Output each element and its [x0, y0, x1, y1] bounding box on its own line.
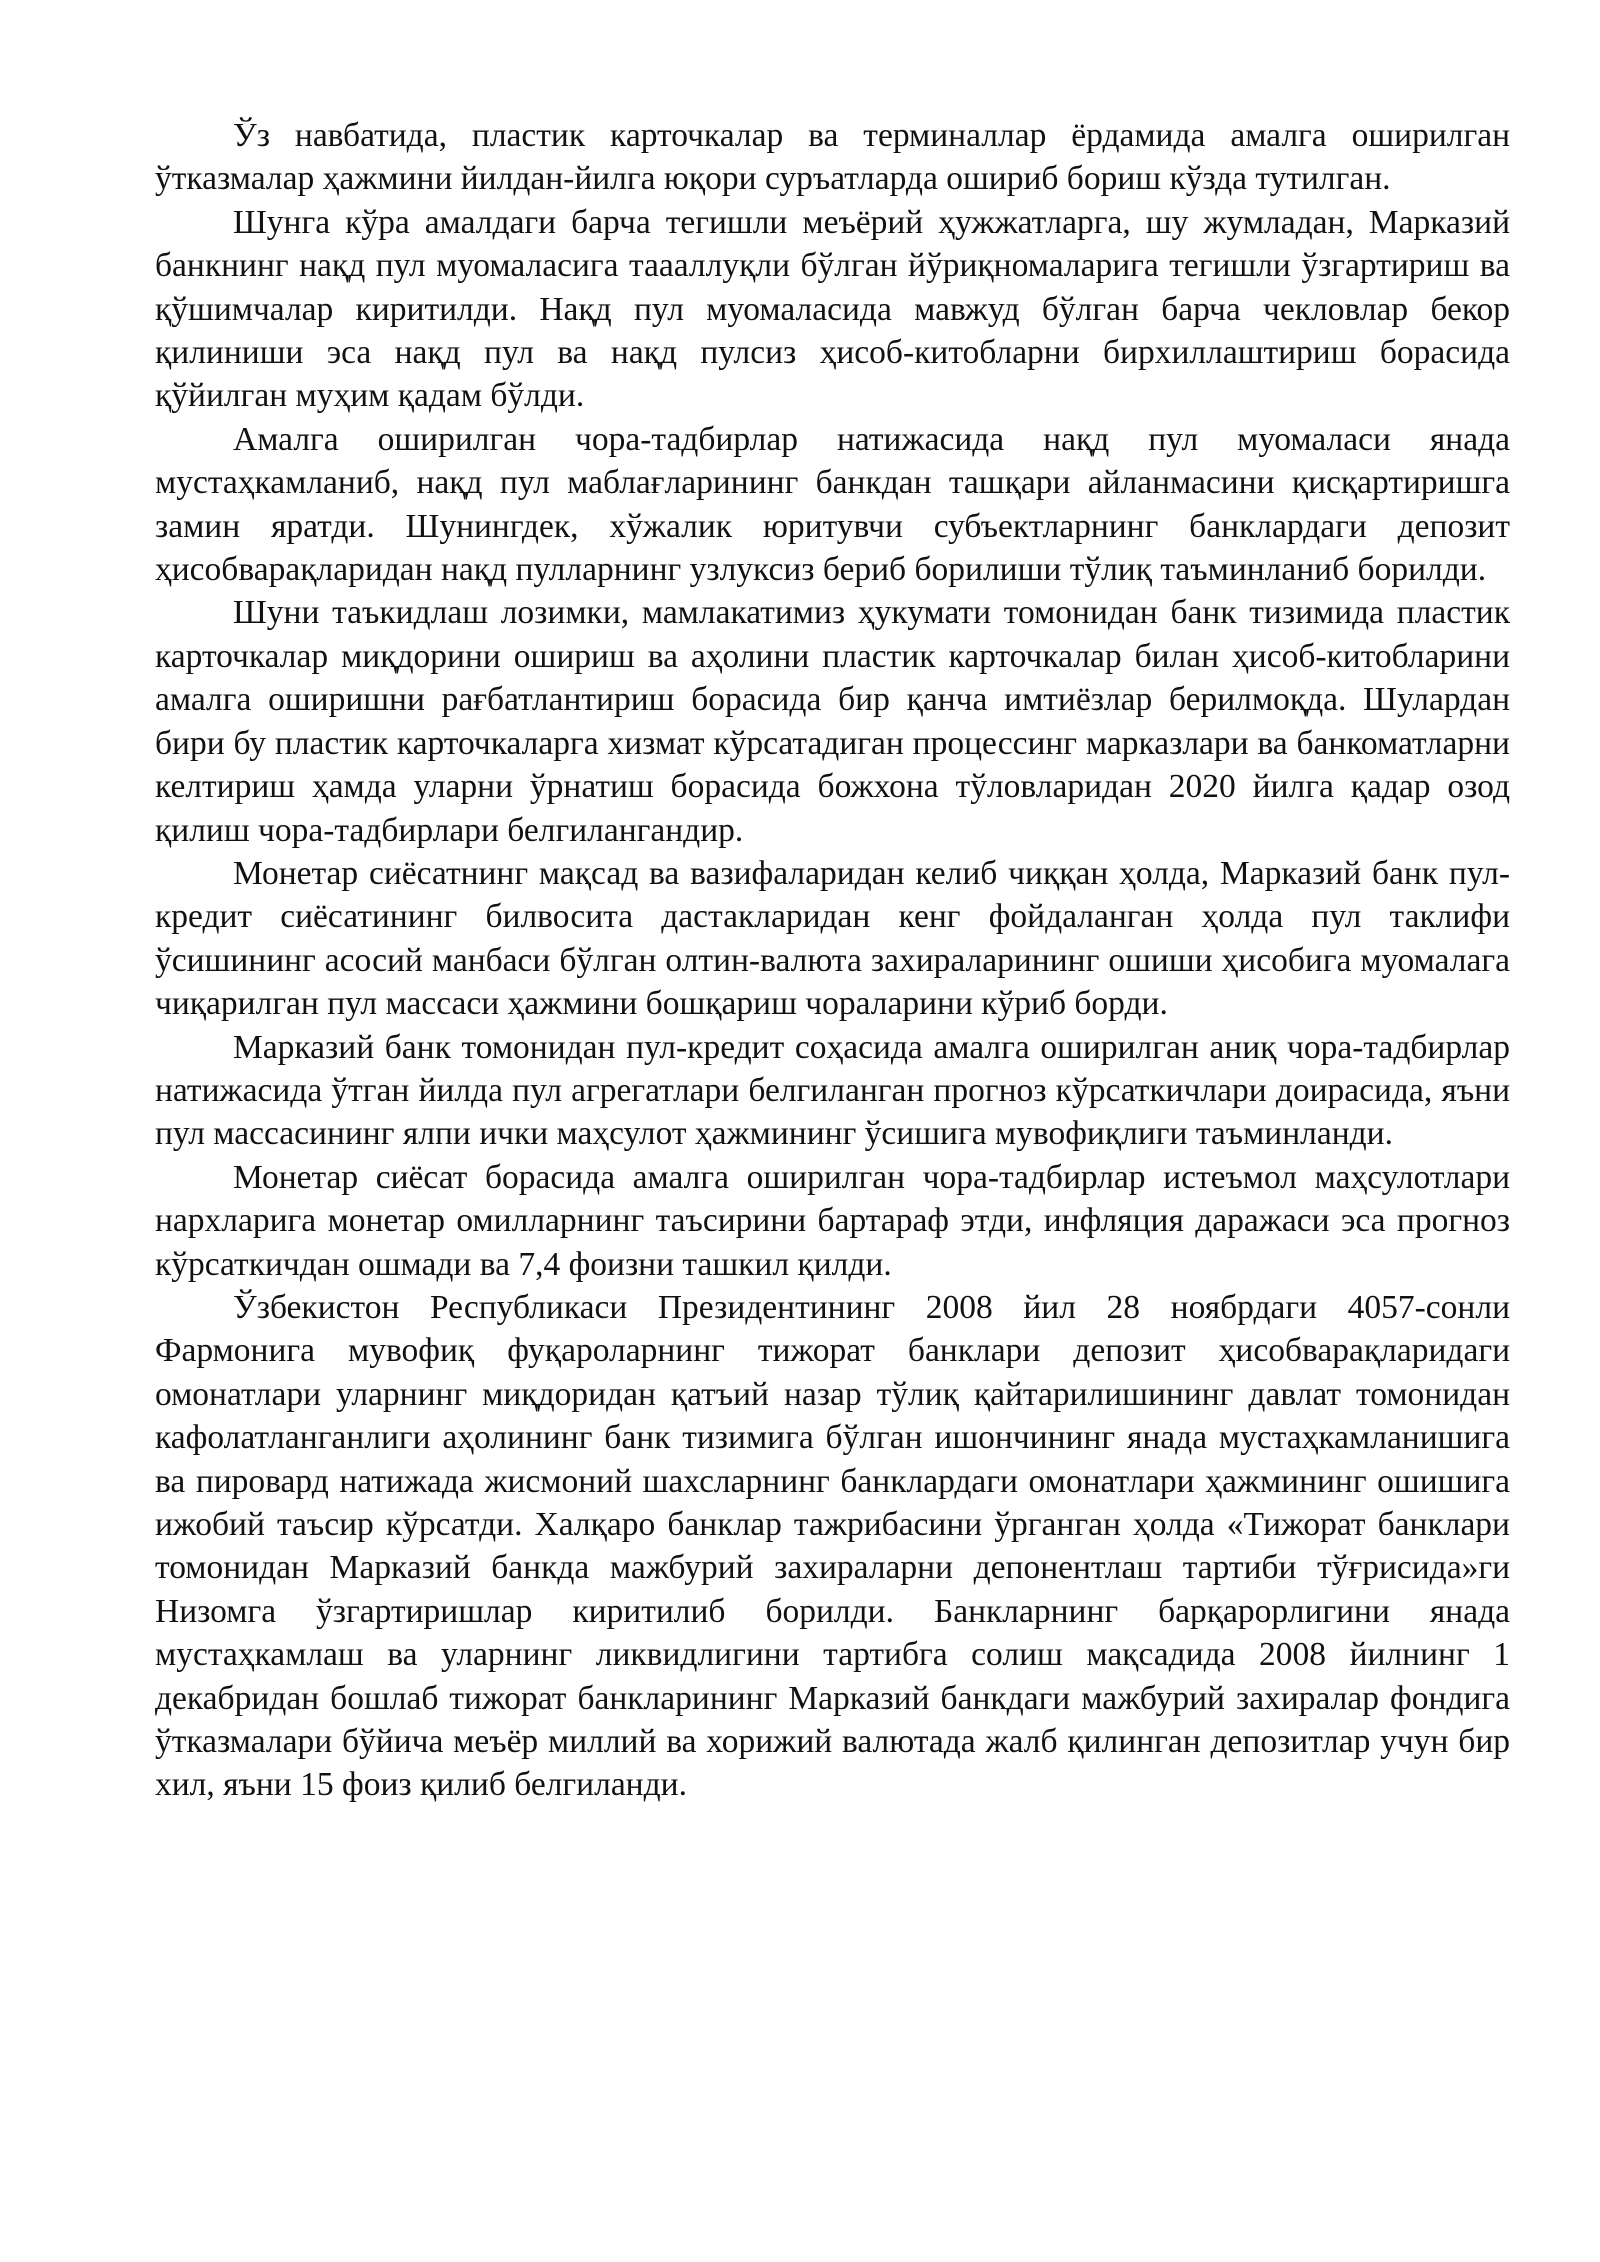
paragraph-5: Монетар сиёсатнинг мақсад ва вазифаларидан келиб чиққан ҳолда, Марказий банк пул-кредит сиёсатининг билвосита дастакларидан кенг фойдаланган ҳолда пул таклифи ўсишининг асосий манбаси бўлган олтин-валюта захираларининг ошиши ҳисобига муомалага чиқарилган пул массаси ҳажмини бошқариш чораларини кўриб борди. — [155, 854, 1510, 1023]
paragraph-7: Монетар сиёсат борасида амалга оширилган чора-тадбирлар истеъмол маҳсулотлари нархларига монетар омилларнинг таъсирини бартараф этди, инфляция даражаси эса прогноз кўрсаткичдан ошмади ва 7,4 фоизни ташкил қилди. — [155, 1158, 1510, 1283]
paragraph-1: Ўз навбатида, пластик карточкалар ва терминаллар ёрдамида амалга оширилган ўтказмалар ҳажмини йилдан-йилга юқори суръатларда ошириб бориш кўзда тутилган. — [155, 117, 1510, 198]
paragraph-2: Шунга кўра амалдаги барча тегишли меъёрий ҳужжатларга, шу жумладан, Марказий банкнинг нақд пул муомаласига таааллуқли бўлган йўриқномаларига тегишли ўзгартириш ва қўшимчалар киритилди. Нақд пул муомаласида мавжуд бўлган барча чекловлар бекор қилиниши эса нақд пул ва нақд пулсиз ҳисоб-китобларни бирхиллаштириш борасида қўйилган муҳим қадам бўлди. — [155, 203, 1510, 415]
paragraph-8: Ўзбекистон Республикаси Президентининг 2008 йил 28 ноябрдаги 4057-сонли Фармонига мувофиқ фуқароларнинг тижорат банклари депозит ҳисобварақларидаги омонатлари уларнинг миқдоридан қатъий назар тўлиқ қайтарилишининг давлат томонидан кафолатланганлиги аҳолининг банк тизимига бўлган ишончининг янада мустаҳкамланишига ва пировард натижада жисмоний шахсларнинг банклардаги омонатлари ҳажмининг ошишига ижобий таъсир кўрсатди. Халқаро банклар тажрибасини ўрганган ҳолда «Тижорат банклари томонидан Марказий банкда мажбурий захираларни депонентлаш тартиби тўғрисида»ги Низомга ўзгартиришлар киритилиб борилди. Банкларнинг барқарорлигини янада мустаҳкамлаш ва уларнинг ликвидлигини тартибга солиш мақсадида 2008 йилнинг 1 декабридан бошлаб тижорат банкларининг Марказий банкдаги мажбурий захиралар фондига ўтказмалари бўйича меъёр миллий ва хорижий валютада жалб қилинган депозитлар учун бир хил, яъни 15 фоиз қилиб белгиланди. — [155, 1288, 1510, 1804]
document-body — [155, 114, 1510, 1807]
paragraph-6: Марказий банк томонидан пул-кредит соҳасида амалга оширилган аниқ чора-тадбирлар натижасида ўтган йилда пул агрегатлари белгиланган прогноз кўрсаткичлари доирасида, яъни пул массасининг ялпи ички маҳсулот ҳажмининг ўсишига мувофиқлиги таъминланди. — [155, 1028, 1510, 1153]
paragraph-4: Шуни таъкидлаш лозимки, мамлакатимиз ҳукумати томонидан банк тизимида пластик карточкалар миқдорини ошириш ва аҳолини пластик карточкалар билан ҳисоб-китобларини амалга оширишни рағбатлантириш борасида бир қанча имтиёзлар берилмоқда. Шулардан бири бу пластик карточкаларга хизмат кўрсатадиган процессинг марказлари ва банкоматларни келтириш ҳамда уларни ўрнатиш борасида божхона тўловларидан 2020 йилга қадар озод қилиш чора-тадбирлари белгилангандир. — [155, 594, 1510, 849]
paragraph-3: Амалга оширилган чора-тадбирлар натижасида нақд пул муомаласи янада мустаҳкамланиб, нақд пул маблағларининг банкдан ташқари айланмасини қисқартиришга замин яратди. Шунингдек, хўжалик юритувчи субъектларнинг банклардаги депозит ҳисобварақларидан нақд пулларнинг узлуксиз бериб борилиши тўлиқ таъминланиб борилди. — [155, 420, 1510, 589]
